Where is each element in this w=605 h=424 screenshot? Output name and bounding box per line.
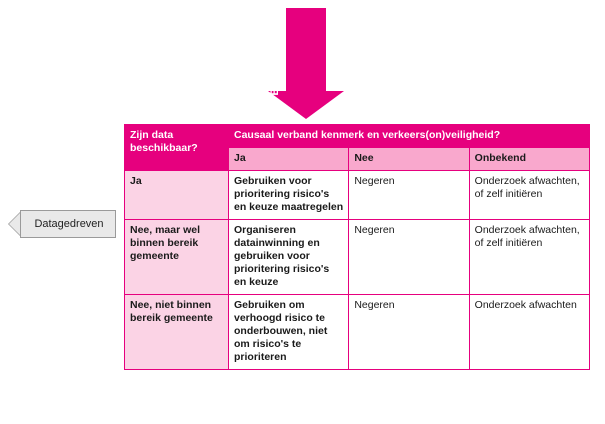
matrix-row-header: Nee, niet binnen bereik gemeente	[125, 295, 229, 370]
matrix-cell: Onderzoek afwachten, of zelf initiëren	[469, 220, 589, 295]
matrix-cell: Negeren	[349, 220, 469, 295]
arrow-head-fill	[9, 213, 20, 235]
datagedreven-arrow-label: Datagedreven	[34, 218, 104, 230]
matrix-top-header: Causaal verband kenmerk en verkeers(on)veiligheid?	[229, 125, 590, 148]
matrix-cell: Gebruiken om verhoogd risico te onderbouwen, niet om risico's te prioriteren	[229, 295, 349, 370]
datagedreven-arrow	[8, 206, 124, 242]
matrix-header-row-top	[125, 125, 590, 148]
matrix-corner-header: Zijn data beschikbaar?	[125, 125, 229, 171]
matrix-cell: Negeren	[349, 295, 469, 370]
table-row	[125, 220, 590, 295]
table-row	[125, 171, 590, 220]
matrix-cell: Negeren	[349, 171, 469, 220]
arrow-shaft	[286, 8, 326, 92]
matrix-column-header-ja: Ja	[229, 148, 349, 171]
matrix-cell: Onderzoek afwachten, of zelf initiëren	[469, 171, 589, 220]
matrix-cell: Organiseren datainwinning en gebruiken voor prioritering risico's en keuze	[229, 220, 349, 295]
matrix-row-header: Nee, maar wel binnen bereik gemeente	[125, 220, 229, 295]
matrix-cell: Onderzoek afwachten	[469, 295, 589, 370]
matrix-column-header-onbekend: Onbekend	[469, 148, 589, 171]
matrix-row-header: Ja	[125, 171, 229, 220]
evidence-based-arrow	[268, 8, 344, 120]
table-row	[125, 295, 590, 370]
matrix-column-header-nee: Nee	[349, 148, 469, 171]
evidence-based-arrow-label: Evidence based	[269, 12, 281, 96]
matrix-cell: Gebruiken voor prioritering risico's en keuze maatregelen	[229, 171, 349, 220]
decision-matrix	[124, 124, 590, 370]
